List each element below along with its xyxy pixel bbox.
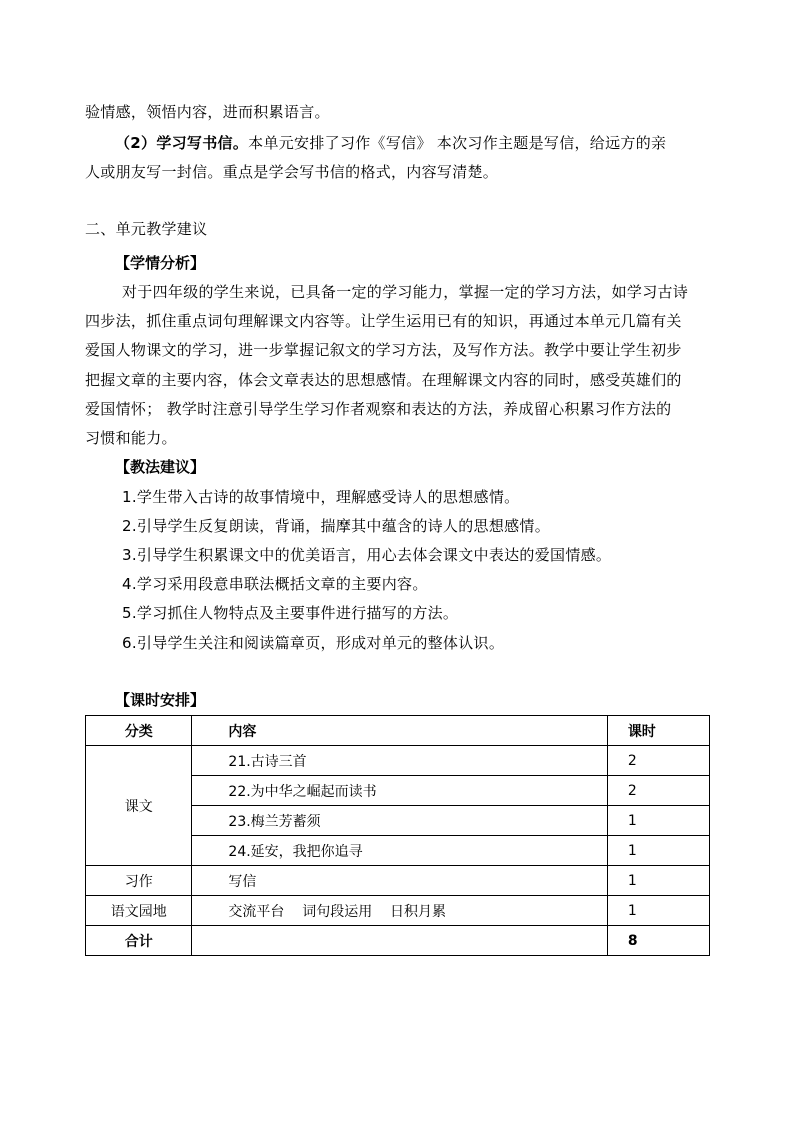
content-cell: 写信 bbox=[192, 866, 607, 896]
method-item: 3.引导学生积累课文中的优美语言，用心去体会课文中表达的爱国情感。 bbox=[122, 546, 612, 564]
header-hours: 课时 bbox=[607, 716, 709, 746]
analysis-line: 爱国人物课文的学习，进一步掌握记叙文的学习方法，及写作方法。教学中要让学生初步 bbox=[85, 341, 682, 359]
category-kewen: 课文 bbox=[86, 746, 192, 866]
schedule-table bbox=[85, 715, 710, 956]
category-yuanwen: 语文园地 bbox=[86, 896, 192, 926]
content-cell: 23.梅兰芳蓄须 bbox=[192, 806, 607, 836]
hours-cell: 1 bbox=[607, 806, 709, 836]
analysis-line: 习惯和能力。 bbox=[85, 429, 177, 447]
intro-line-1: 验情感，领悟内容，进而积累语言。 bbox=[85, 103, 330, 121]
hours-cell: 1 bbox=[607, 836, 709, 866]
category-xizuo: 习作 bbox=[86, 866, 192, 896]
method-item: 1.学生带入古诗的故事情境中，理解感受诗人的思想感情。 bbox=[122, 488, 520, 506]
hours-cell: 1 bbox=[607, 896, 709, 926]
method-item: 6.引导学生关注和阅读篇章页，形成对单元的整体认识。 bbox=[122, 634, 505, 652]
header-category: 分类 bbox=[86, 716, 192, 746]
item-2-text: 本单元安排了习作《写信》 本次习作主题是写信，给远方的亲 bbox=[248, 134, 667, 152]
schedule-heading: 【课时安排】 bbox=[115, 691, 206, 709]
method-item: 2.引导学生反复朗读，背诵，揣摩其中蕴含的诗人的思想感情。 bbox=[122, 517, 551, 535]
intro-item-2-line-2: 人或朋友写一封信。重点是学会写书信的格式，内容写清楚。 bbox=[85, 163, 499, 181]
table-header-row bbox=[86, 716, 710, 746]
methods-heading: 【教法建议】 bbox=[115, 458, 206, 476]
method-item: 5.学习抓住人物特点及主要事件进行描写的方法。 bbox=[122, 604, 459, 622]
content-cell: 22.为中华之崛起而读书 bbox=[192, 776, 607, 806]
section-heading: 二、单元教学建议 bbox=[85, 220, 208, 238]
analysis-line: 四步法，抓住重点词句理解课文内容等。让学生运用已有的知识，再通过本单元几篇有关 bbox=[85, 312, 682, 330]
item-2-label: （2）学习写书信。 bbox=[115, 134, 249, 152]
total-content bbox=[192, 926, 607, 956]
hours-cell: 2 bbox=[607, 776, 709, 806]
table-total-row bbox=[86, 926, 710, 956]
total-label: 合计 bbox=[86, 926, 192, 956]
analysis-heading: 【学情分析】 bbox=[115, 254, 206, 272]
analysis-line: 爱国情怀； 教学时注意引导学生学习作者观察和表达的方法，养成留心积累习作方法的 bbox=[85, 400, 672, 418]
method-item: 4.学习采用段意串联法概括文章的主要内容。 bbox=[122, 575, 428, 593]
content-cell: 交流平台 词句段运用 日积月累 bbox=[192, 896, 607, 926]
header-content: 内容 bbox=[192, 716, 607, 746]
intro-item-2 bbox=[115, 133, 666, 153]
analysis-line: 对于四年级的学生来说，已具备一定的学习能力，掌握一定的学习方法，如学习古诗 bbox=[122, 283, 689, 301]
table-row bbox=[86, 896, 710, 926]
hours-cell: 2 bbox=[607, 746, 709, 776]
content-cell: 21.古诗三首 bbox=[192, 746, 607, 776]
hours-cell: 1 bbox=[607, 866, 709, 896]
table-row bbox=[86, 746, 710, 776]
analysis-line: 把握文章的主要内容，体会文章表达的思想感情。在理解课文内容的同时，感受英雄们的 bbox=[85, 371, 682, 389]
total-hours: 8 bbox=[607, 926, 709, 956]
content-cell: 24.延安，我把你追寻 bbox=[192, 836, 607, 866]
table-row bbox=[86, 866, 710, 896]
